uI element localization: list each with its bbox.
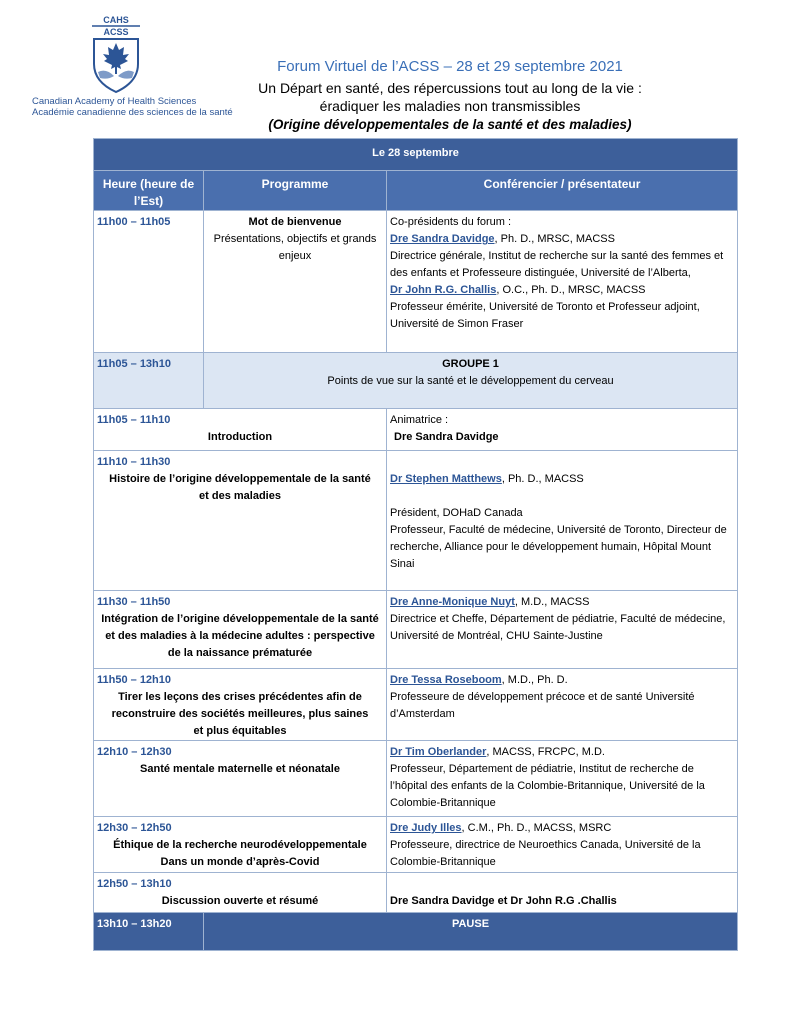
session-program xyxy=(94,817,387,873)
speaker-link[interactable]: Dre Judy Illes xyxy=(390,822,462,834)
speaker-role: Professeure de développement précoce et de santé Université d’Amsterdam xyxy=(390,691,695,720)
day-header-row xyxy=(94,139,738,171)
maple-leaf-shield-icon xyxy=(86,14,146,94)
speaker-credentials: , MACSS, FRCPC, M.D. xyxy=(486,746,605,758)
session-speaker xyxy=(387,409,738,451)
speaker-role: Professeure, directrice de Neuroethics Canada, Université de la Colombie-Britannique xyxy=(390,839,701,868)
speaker-credentials: , Ph. D., MACSS xyxy=(501,473,584,485)
session-time: 12h10 – 12h30 xyxy=(97,746,172,758)
group-row xyxy=(94,353,738,409)
pause-label: PAUSE xyxy=(204,913,738,951)
session-speaker xyxy=(387,451,738,591)
session-time: 11h50 – 12h10 xyxy=(97,674,172,686)
col-header-time: Heure (heure de l’Est) xyxy=(94,171,204,211)
session-program xyxy=(94,409,387,451)
session-speaker xyxy=(387,669,738,741)
session-time: 12h30 – 12h50 xyxy=(97,822,172,834)
table-row xyxy=(94,817,738,873)
table-row xyxy=(94,669,738,741)
speaker-credentials: , M.D., Ph. D. xyxy=(501,674,568,686)
session-speaker xyxy=(387,211,738,353)
speaker-credentials: , O.C., Ph. D., MRSC, MACSS xyxy=(496,284,646,296)
speaker-link[interactable]: Dr Stephen Matthews xyxy=(390,473,502,485)
session-title: Mot de bienvenue xyxy=(248,216,342,228)
speaker-credentials: , Ph. D., MRSC, MACSS xyxy=(494,233,615,245)
session-speaker xyxy=(387,817,738,873)
col-header-speaker: Conférencier / présentateur xyxy=(387,171,738,211)
session-time: 12h50 – 13h10 xyxy=(97,878,172,890)
session-speaker xyxy=(387,591,738,669)
session-speaker xyxy=(387,741,738,817)
session-program xyxy=(94,741,387,817)
forum-subtitle-line2: éradiquer les maladies non transmissibles xyxy=(319,98,581,114)
speaker-link[interactable]: Dre Tessa Roseboom xyxy=(390,674,502,686)
session-time: 13h10 – 13h20 xyxy=(94,913,204,951)
logo-acronym-bottom: ACSS xyxy=(103,27,129,37)
logo-name-en: Canadian Academy of Health Sciences xyxy=(32,96,197,107)
speaker-role: Président, DOHaD Canada Professeur, Faculté de médecine, Université de Toronto, Directeur de recherche, Alliance pour le développement humain, Hôpital Mount Sinai xyxy=(390,507,727,570)
speaker-link[interactable]: Dr Tim Oberlander xyxy=(390,746,487,758)
speaker-role: Directrice générale, Institut de recherche sur la santé des femmes et des enfants et Professeure distinguée, Université de l’Alberta, xyxy=(390,250,724,279)
speaker-link[interactable]: Dr John R.G. Challis xyxy=(390,284,497,296)
co-chairs-label: Co-présidents du forum : xyxy=(390,216,512,228)
session-time: 11h30 – 11h50 xyxy=(97,596,171,608)
speaker-credentials: , M.D., MACSS xyxy=(514,596,590,608)
session-title: Tirer les leçons des crises précédentes afin de reconstruire des sociétés meilleures, plus saines et plus équitables xyxy=(111,691,369,737)
session-time: 11h05 – 13h10 xyxy=(94,353,204,409)
session-program xyxy=(94,873,387,913)
session-time: 11h10 – 11h30 xyxy=(97,456,171,468)
session-title: Santé mentale maternelle et néonatale xyxy=(140,763,340,775)
column-header-row xyxy=(94,171,738,211)
table-row xyxy=(94,211,738,353)
day-label: Le 28 septembre xyxy=(94,139,738,171)
group-title: GROUPE 1 xyxy=(442,358,499,370)
speaker-link[interactable]: Dre Anne-Monique Nuyt xyxy=(390,596,515,608)
speaker-role: Professeur, Département de pédiatrie, Institut de recherche de l’hôpital des enfants de la Colombie-Britannique, Université de la Colombie-Britannique xyxy=(390,763,705,809)
forum-subtitle-line3: (Origine développementales de la santé et des maladies) xyxy=(268,117,632,132)
speaker-link[interactable]: Dre Sandra Davidge xyxy=(390,233,495,245)
pause-row xyxy=(94,913,738,951)
schedule-table xyxy=(93,138,738,951)
group-subtitle: Points de vue sur la santé et le développement du cerveau xyxy=(327,375,614,387)
session-title: Introduction xyxy=(207,431,273,443)
session-title: Histoire de l’origine développementale de la santé et des maladies xyxy=(109,473,371,502)
session-title: Intégration de l’origine développementale de la santé et des maladies à la médecine adultes : perspective de la naissance prématurée xyxy=(101,613,379,659)
table-row xyxy=(94,591,738,669)
table-row xyxy=(94,873,738,913)
logo-name-fr: Académie canadienne des sciences de la santé xyxy=(32,107,233,118)
col-header-program: Programme xyxy=(204,171,387,211)
session-speaker xyxy=(387,873,738,913)
session-description: Présentations, objectifs et grands enjeux xyxy=(213,233,377,262)
session-title: Discussion ouverte et résumé xyxy=(161,895,319,907)
table-row xyxy=(94,409,738,451)
group-title-cell xyxy=(204,353,738,409)
forum-title: Forum Virtuel de l’ACSS – 28 et 29 septembre 2021 xyxy=(277,58,623,75)
speaker-credentials: , C.M., Ph. D., MACSS, MSRC xyxy=(461,822,612,834)
speaker-role: Professeur émérite, Université de Toronto et Professeur adjoint, Université de Simon Fraser xyxy=(390,301,700,330)
forum-subtitle-line1: Un Départ en santé, des répercussions tout au long de la vie : xyxy=(258,80,642,96)
logo-acronym-top: CAHS xyxy=(103,15,129,25)
speaker-names: Dre Sandra Davidge et Dr John R.G .Challis xyxy=(390,895,617,907)
session-time: 11h00 – 11h05 xyxy=(94,211,204,353)
session-program xyxy=(94,669,387,741)
moderator-label: Animatrice : xyxy=(390,414,449,426)
speaker-role: Directrice et Cheffe, Département de pédiatrie, Faculté de médecine, Université de Montréal, CHU Sainte-Justine xyxy=(390,613,726,642)
session-time: 11h05 – 11h10 xyxy=(97,414,171,426)
moderator-name: Dre Sandra Davidge xyxy=(394,431,499,443)
table-row xyxy=(94,741,738,817)
session-program xyxy=(94,591,387,669)
session-program xyxy=(204,211,387,353)
session-title: Éthique de la recherche neurodéveloppementale Dans un monde d’après-Covid xyxy=(113,839,367,868)
session-program xyxy=(94,451,387,591)
table-row xyxy=(94,451,738,591)
cahs-logo xyxy=(86,14,146,94)
